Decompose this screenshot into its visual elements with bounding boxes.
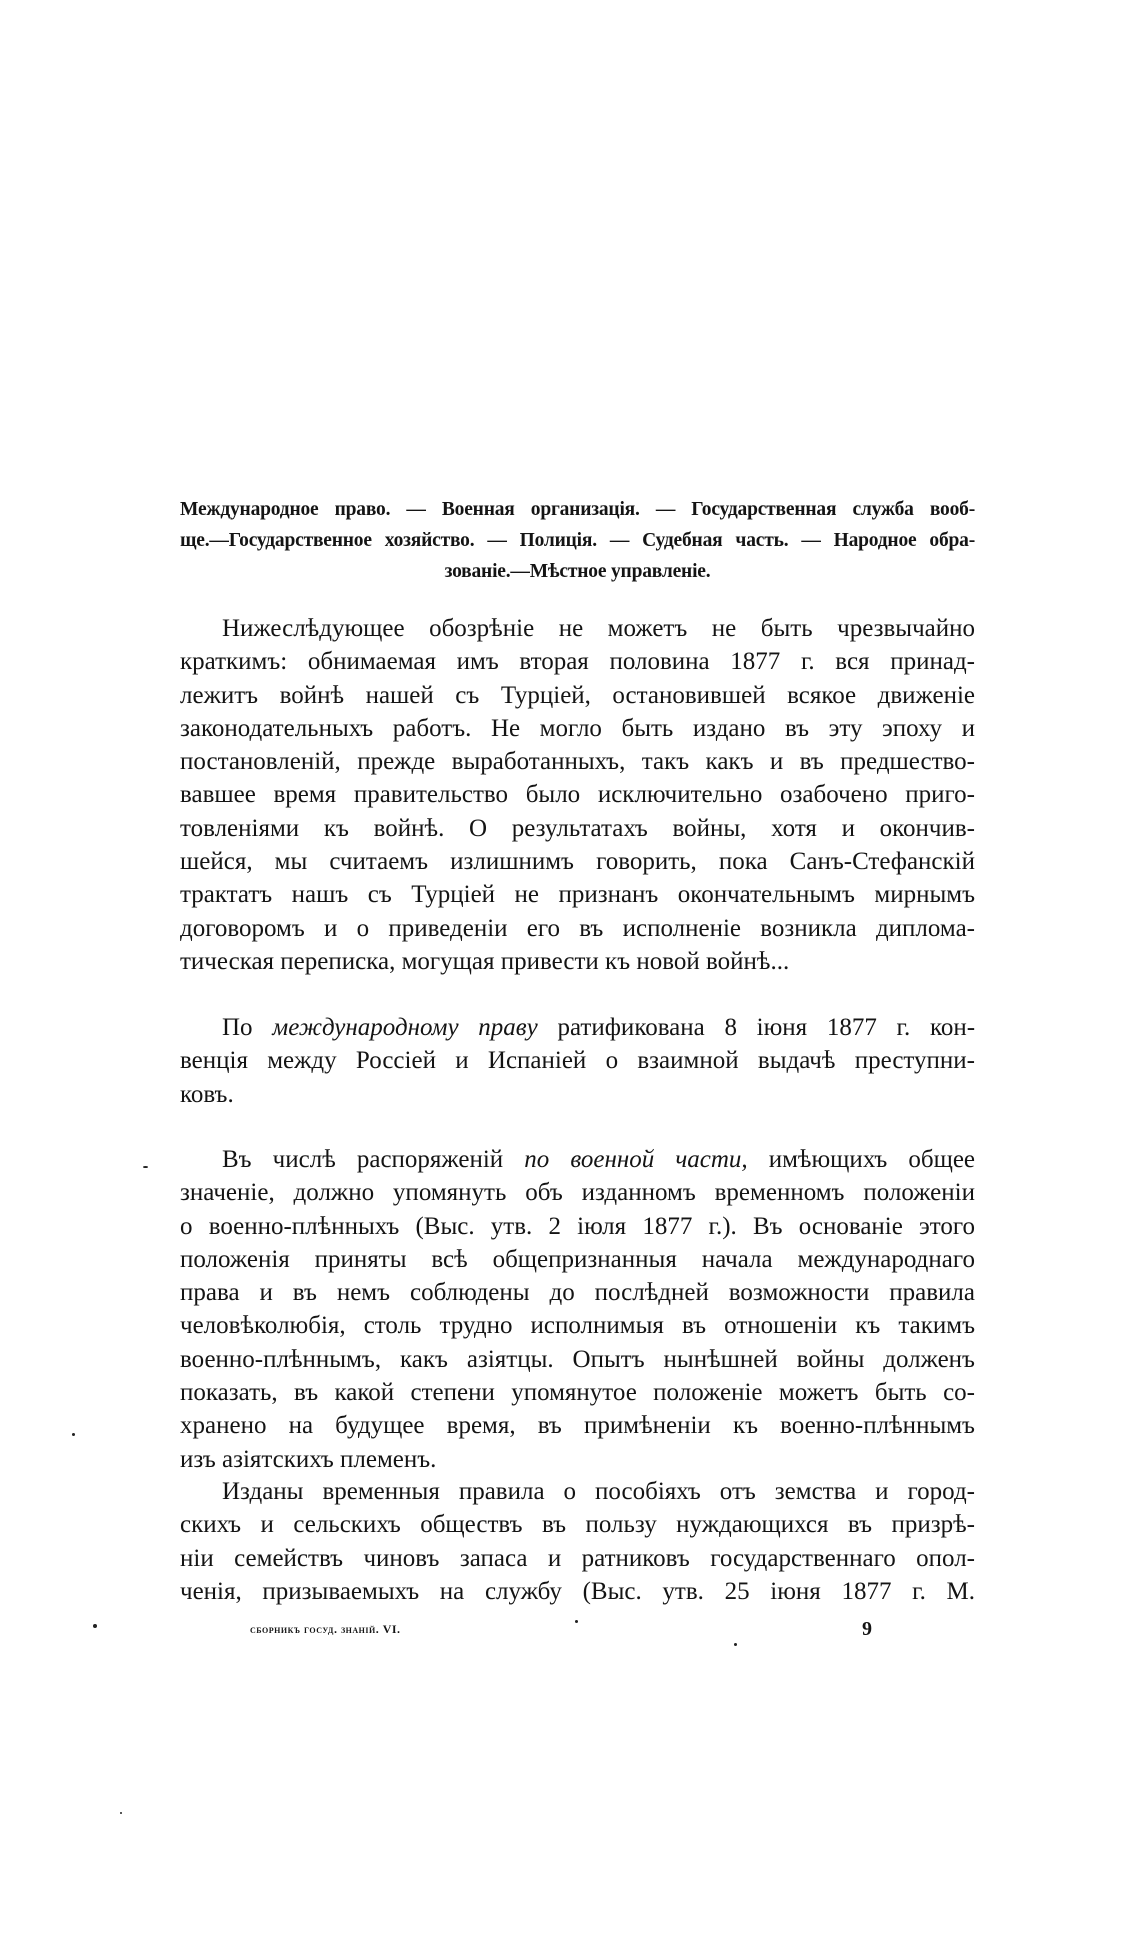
text-line: товленіями къ войнѣ. О результатахъ войны, хотя и окончив-	[180, 814, 975, 842]
italic-term: по военной части,	[524, 1146, 748, 1173]
text-line: трактатъ нашъ съ Турціей не признанъ окончательнымъ мирнымъ	[180, 881, 975, 909]
text-line: постановленій, прежде выработанныхъ, такъ какъ и въ предшество-	[180, 748, 975, 776]
paragraph-military	[180, 1143, 975, 1476]
paragraph-allowances	[180, 1475, 975, 1608]
text-line: скихъ и сельскихъ обществъ въ пользу нуждающихся въ призрѣ-	[180, 1511, 975, 1539]
scan-speck	[734, 1643, 737, 1646]
scan-speck	[120, 1812, 122, 1814]
text-line: венція между Россіей и Испаніей о взаимной выдачѣ преступни-	[180, 1047, 975, 1075]
text-line: значеніе, должно упомянуть объ изданномъ временномъ положеніи	[180, 1179, 975, 1207]
text-line: договоромъ и о приведеніи его въ исполненіе возникла диплома-	[180, 914, 975, 942]
section-summary-header	[180, 494, 975, 587]
text-line: права и въ немъ соблюдены до послѣдней возможности правила	[180, 1279, 975, 1307]
paragraph-intro	[180, 612, 975, 978]
text-run: Въ числѣ распоряженій	[222, 1146, 504, 1173]
text-run: имѣющихъ общее	[768, 1146, 976, 1173]
scan-speck	[72, 1433, 75, 1436]
scan-speck	[93, 1624, 97, 1628]
scan-speck	[575, 1620, 578, 1623]
text-line: положенія приняты всѣ общепризнанныя начала международнаго	[180, 1245, 975, 1273]
text-line: военно-плѣннымъ, какъ азіятцы. Опытъ нынѣшней войны долженъ	[180, 1345, 975, 1373]
text-line: лежитъ войнѣ нашей съ Турціей, остановившей всякое движеніе	[180, 681, 975, 709]
text-line: Нижеслѣдующее обозрѣніе не можетъ не быть чрезвычайно	[222, 615, 975, 642]
text-line: человѣколюбія, столь трудно исполнимыя въ отношеніи къ такимъ	[180, 1312, 975, 1340]
text-line: изъ азіятскихъ племенъ.	[180, 1445, 437, 1473]
text-line: ковъ.	[180, 1080, 234, 1108]
header-line: ще.—Государственное хозяйство. — Полиція. — Судебная часть. — Народное обра-	[180, 530, 975, 551]
text-line: шейся, мы считаемъ излишнимъ говорить, пока Санъ-Стефанскій	[180, 848, 975, 876]
text-line: вавшее время правительство было исключительно озабочено приго-	[180, 781, 975, 809]
page-number: 9	[862, 1618, 872, 1640]
italic-term: международному праву	[272, 1014, 538, 1041]
text-line	[180, 1143, 975, 1176]
text-line: хранено на будущее время, въ примѣненіи къ военно-плѣннымъ	[180, 1412, 975, 1440]
text-line: краткимъ: обнимаемая имъ вторая половина 1877 г. вся принад-	[180, 648, 975, 676]
header-line: Международное право. — Военная организація. — Государственная служба вооб-	[180, 499, 975, 520]
printer-signature: сборникъ госуд. знаній. VI.	[250, 1622, 401, 1636]
text-line: ніи семействъ чиновъ запаса и ратниковъ государственнаго опол-	[180, 1544, 975, 1572]
paragraph-international-law	[180, 1011, 975, 1111]
text-run: По	[222, 1014, 253, 1041]
text-run: ратификована 8 іюня 1877 г. кон-	[557, 1014, 976, 1041]
scan-speck	[143, 1166, 148, 1168]
text-line: ченія, призываемыхъ на службу (Выс. утв. 25 іюня 1877 г. М.	[180, 1577, 975, 1605]
header-line: зованіе.—Мѣстное управленіе.	[444, 561, 711, 582]
text-line: о военно-плѣнныхъ (Выс. утв. 2 іюля 1877 г.). Въ основаніе этого	[180, 1212, 975, 1240]
text-line: показать, въ какой степени упомянутое положеніе можетъ быть со-	[180, 1379, 975, 1407]
text-line	[180, 1011, 975, 1044]
text-line: Изданы временныя правила о пособіяхъ отъ земства и город-	[222, 1478, 975, 1505]
text-line: законодательныхъ работъ. Не могло быть издано въ эту эпоху и	[180, 714, 975, 742]
text-line: тическая переписка, могущая привести къ новой войнѣ...	[180, 947, 790, 975]
